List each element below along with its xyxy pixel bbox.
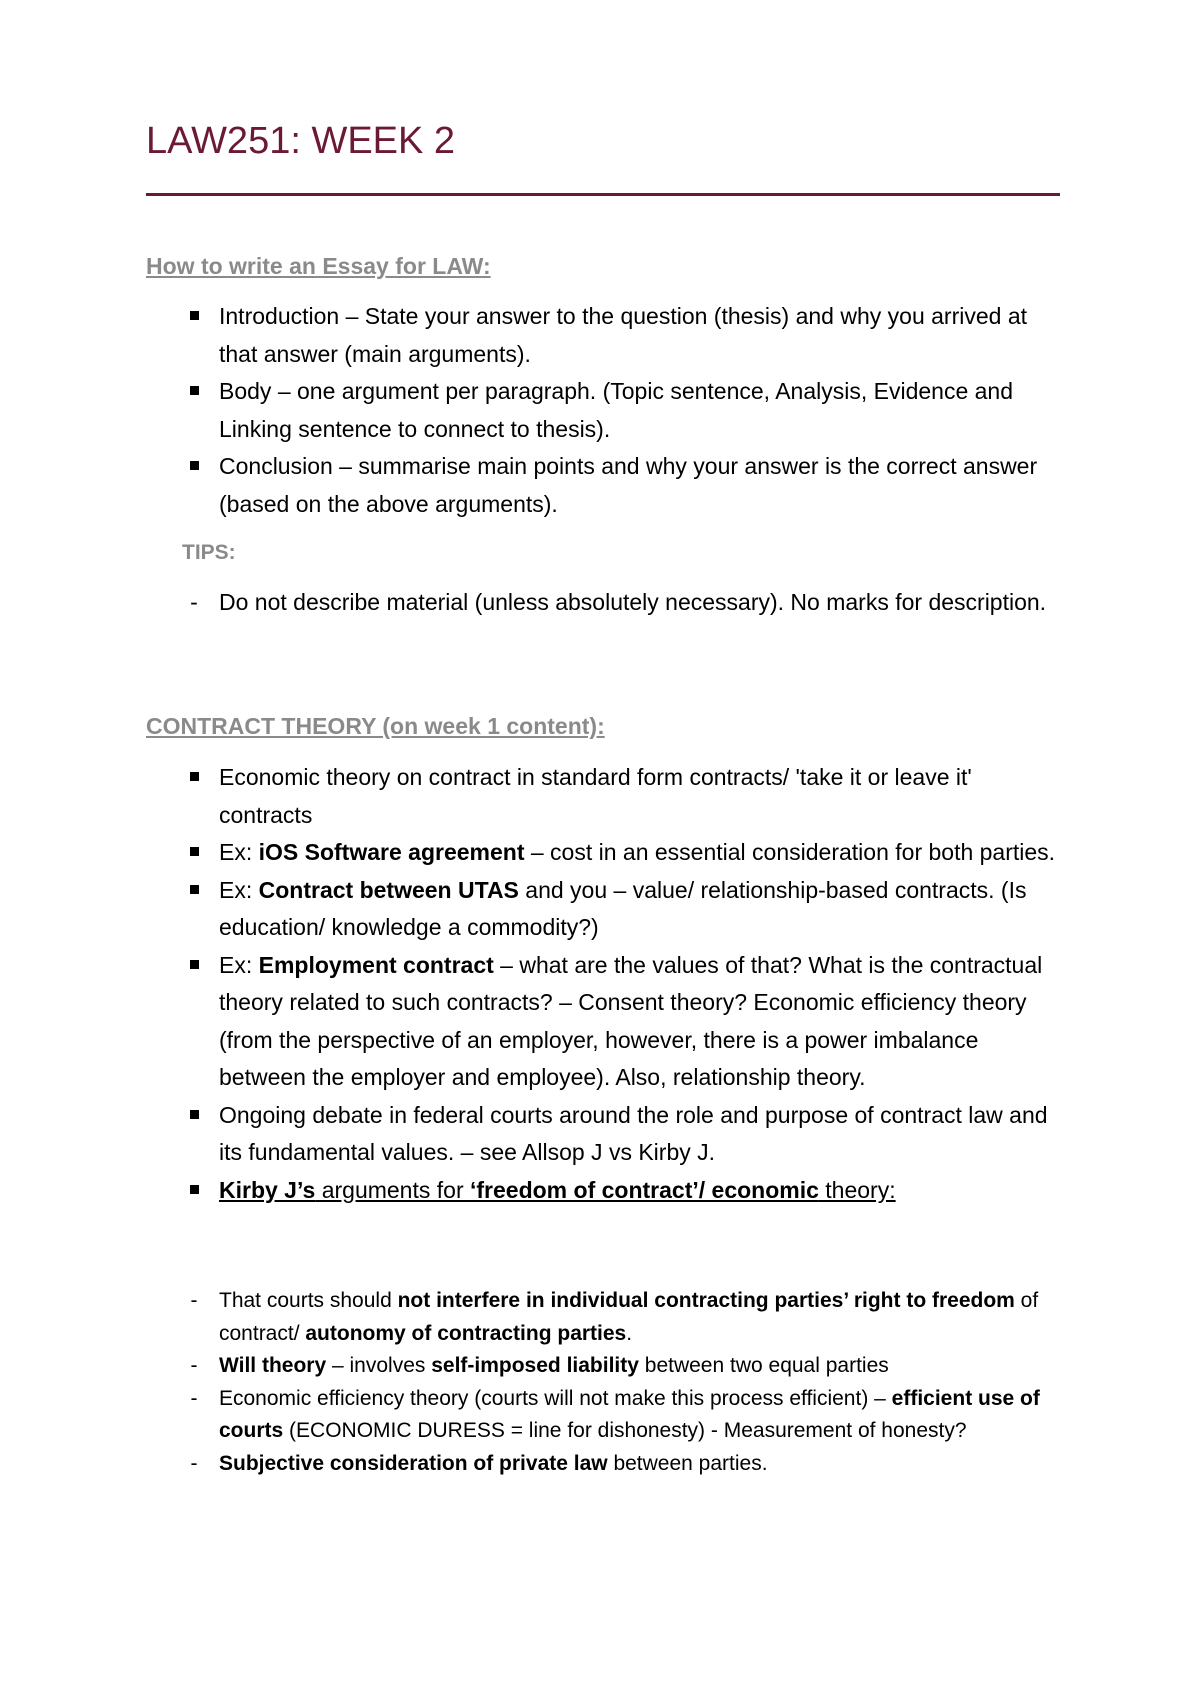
dash-marker: - xyxy=(190,589,198,615)
bullet-square-icon xyxy=(184,834,204,872)
list-item: Ex: Contract between UTAS and you – value/ relationship-based contracts. (Is education/ knowledge a commodity?) xyxy=(146,872,1066,947)
dash-marker: - xyxy=(190,1386,198,1410)
list-item: Ex: iOS Software agreement – cost in an essential consideration for both parties. xyxy=(146,834,1066,872)
essay-bullet-list xyxy=(146,298,1066,523)
list-item: Ex: Employment contract – what are the values of that? What is the contractual theory related to such contracts? – Consent theory? Economic efficiency theory (from the perspective of an employer, however, there is a power imbalance between the employer and employee). Also, relationship theory. xyxy=(146,947,1066,1097)
list-item: - Economic efficiency theory (courts will not make this process efficient) – efficient use of courts (ECONOMIC DURESS = line for dishonesty) - Measurement of honesty? xyxy=(146,1383,1066,1448)
list-item: - Will theory – involves self-imposed liability between two equal parties xyxy=(146,1350,1066,1383)
bullet-square-icon xyxy=(184,759,204,797)
bullet-square-icon xyxy=(184,298,204,336)
list-item: Ongoing debate in federal courts around the role and purpose of contract law and its fundamental values. – see Allsop J vs Kirby J. xyxy=(146,1097,1066,1172)
list-item: Conclusion – summarise main points and why your answer is the correct answer (based on the above arguments). xyxy=(146,448,1066,523)
section-heading-contract-theory: CONTRACT THEORY (on week 1 content): xyxy=(146,713,605,739)
tips-list xyxy=(146,584,1066,622)
list-item: Economic theory on contract in standard form contracts/ 'take it or leave it' contracts xyxy=(146,759,1066,834)
list-item: Body – one argument per paragraph. (Topic sentence, Analysis, Evidence and Linking sentence to connect to thesis). xyxy=(146,373,1066,448)
bullet-square-icon xyxy=(184,1097,204,1135)
dash-marker: - xyxy=(190,1354,198,1377)
bullet-square-icon xyxy=(184,1172,204,1210)
dash-marker: - xyxy=(190,1451,198,1475)
dash-marker: - xyxy=(190,1289,198,1312)
contract-bullet-list xyxy=(146,759,1066,1209)
list-item: - That courts should not interfere in individual contracting parties’ right to freedom of contract/ autonomy of contracting parties. xyxy=(146,1285,1066,1350)
page-title: LAW251: WEEK 2 xyxy=(146,120,456,162)
list-item: Introduction – State your answer to the question (thesis) and why you arrived at that answer (main arguments). xyxy=(146,298,1066,373)
bullet-square-icon xyxy=(184,872,204,910)
tips-label: TIPS: xyxy=(182,541,236,564)
section-heading-essay: How to write an Essay for LAW: xyxy=(146,253,491,279)
bullet-square-icon xyxy=(184,448,204,486)
bullet-square-icon xyxy=(184,947,204,985)
list-item: - Do not describe material (unless absolutely necessary). No marks for description. xyxy=(146,584,1066,622)
kirby-argument-list xyxy=(146,1285,1066,1480)
title-divider xyxy=(146,193,1060,196)
list-item: - Subjective consideration of private law between parties. xyxy=(146,1448,1066,1481)
list-item: Kirby J’s arguments for ‘freedom of contract’/ economic theory: xyxy=(146,1172,1066,1210)
bullet-square-icon xyxy=(184,373,204,411)
